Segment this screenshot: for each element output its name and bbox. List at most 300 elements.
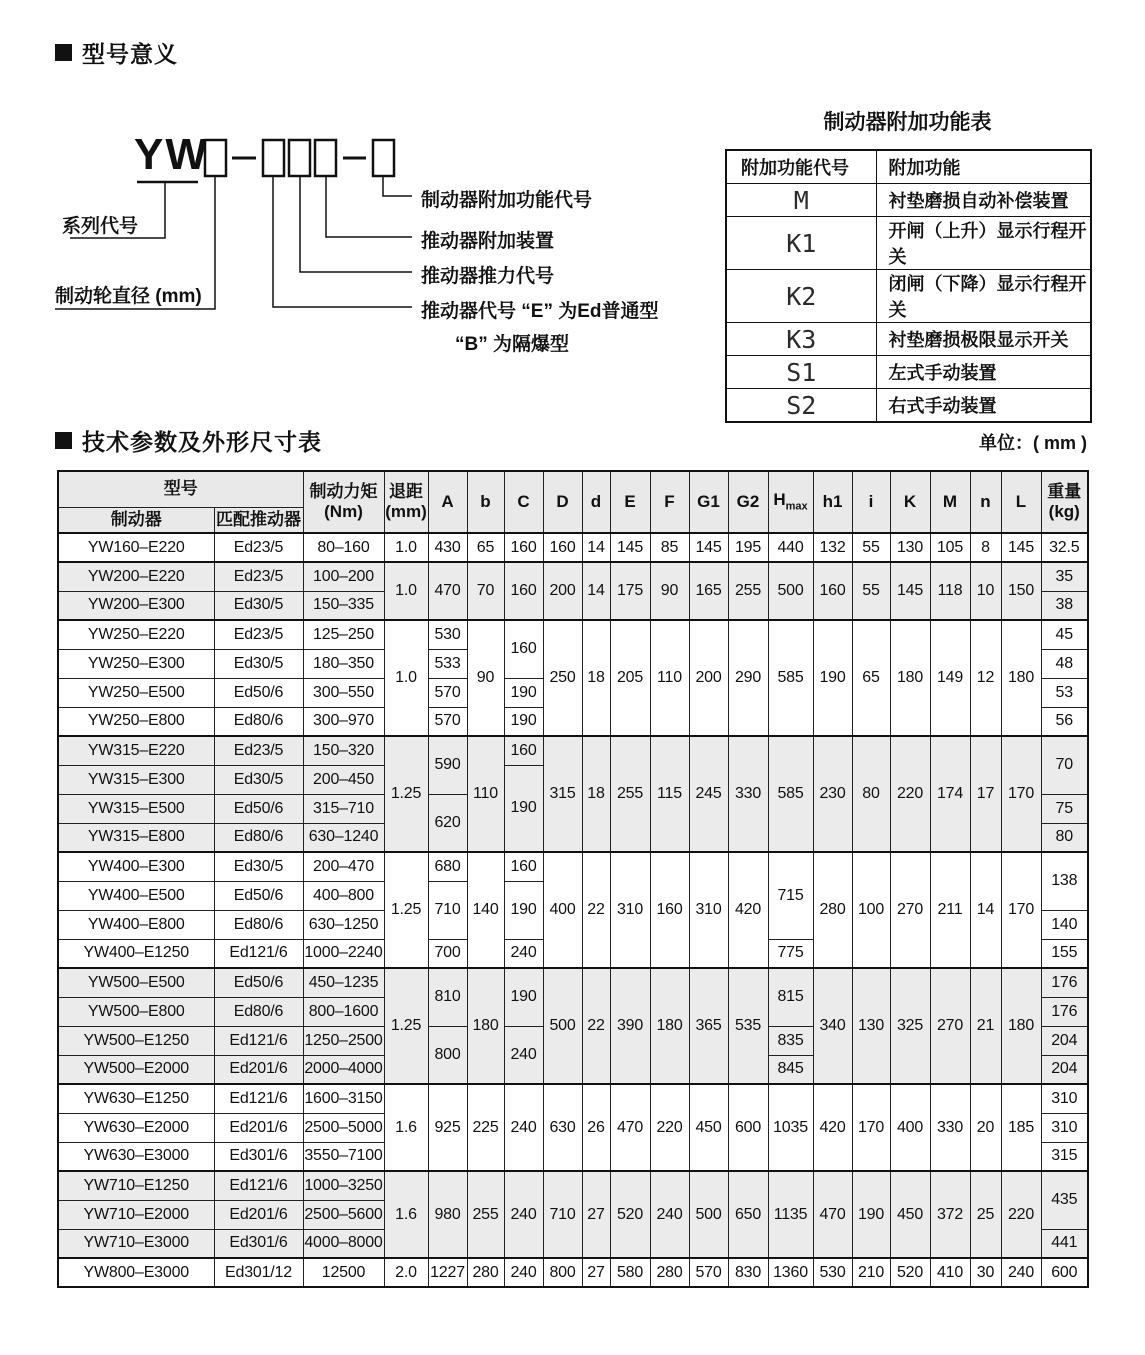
spec-cell: 130 [890, 533, 930, 562]
spec-header: E [610, 471, 650, 533]
section-bullet-icon [55, 432, 72, 449]
label-pusher-code-line2: “B” 为隔爆型 [455, 334, 570, 355]
spec-cell: 180 [1001, 620, 1041, 736]
spec-cell: Ed23/5 [214, 533, 303, 562]
spec-cell: YW710–E3000 [58, 1229, 214, 1258]
spec-cell: 115 [650, 736, 689, 852]
spec-cell: 470 [428, 562, 467, 620]
spec-cell: 310 [1041, 1113, 1088, 1142]
spec-cell: 210 [852, 1258, 890, 1287]
spec-cell: 14 [582, 533, 610, 562]
function-code-cell: S2 [726, 389, 876, 423]
spec-cell: Ed201/6 [214, 1055, 303, 1084]
spec-cell: 240 [504, 1084, 543, 1171]
spec-cell: 2000–4000 [303, 1055, 384, 1084]
spec-cell: 190 [813, 620, 852, 736]
spec-cell: 190 [852, 1171, 890, 1258]
spec-cell: 680 [428, 852, 467, 881]
table-row [726, 323, 1091, 356]
spec-cell: Ed30/5 [214, 852, 303, 881]
spec-cell: YW250–E800 [58, 707, 214, 736]
spec-cell: YW710–E1250 [58, 1171, 214, 1200]
spec-cell: 105 [930, 533, 970, 562]
spec-cell: Ed23/5 [214, 562, 303, 591]
spec-cell: 80 [1041, 823, 1088, 852]
spec-cell: Ed301/6 [214, 1142, 303, 1171]
spec-cell: 130 [852, 968, 890, 1084]
spec-cell: 240 [650, 1171, 689, 1258]
spec-cell: 365 [689, 968, 728, 1084]
spec-cell: 325 [890, 968, 930, 1084]
function-desc-cell: 闭闸（下降）显示行程开关 [876, 270, 1091, 323]
spec-cell: YW250–E300 [58, 649, 214, 678]
spec-cell: YW200–E300 [58, 591, 214, 620]
spec-cell: 520 [890, 1258, 930, 1287]
spec-cell: 12500 [303, 1258, 384, 1287]
spec-cell: 145 [689, 533, 728, 562]
label-series-code: 系列代号 [62, 216, 139, 237]
spec-cell: 270 [890, 852, 930, 968]
table-row [726, 270, 1091, 323]
spec-cell: YW400–E300 [58, 852, 214, 881]
function-desc-cell: 左式手动装置 [876, 356, 1091, 389]
function-desc-cell: 衬垫磨损自动补偿装置 [876, 184, 1091, 217]
spec-cell: 100 [852, 852, 890, 968]
spec-cell: 315 [543, 736, 582, 852]
spec-cell: YW315–E800 [58, 823, 214, 852]
spec-cell: 440 [768, 533, 813, 562]
spec-cell: 160 [504, 562, 543, 620]
spec-cell: 4000–8000 [303, 1229, 384, 1258]
spec-cell: 310 [1041, 1084, 1088, 1113]
spec-cell: 1250–2500 [303, 1026, 384, 1055]
connector-line [326, 176, 412, 237]
spec-cell: 22 [582, 968, 610, 1084]
spec-table-body [58, 533, 1088, 1287]
table-row [726, 389, 1091, 423]
spec-cell: 190 [504, 968, 543, 1026]
function-table-header: 附加功能代号 [726, 150, 876, 184]
function-table-header: 附加功能 [876, 150, 1091, 184]
spec-cell: 190 [504, 678, 543, 707]
spec-cell: 200–470 [303, 852, 384, 881]
spec-cell: 410 [930, 1258, 970, 1287]
spec-cell: 150–320 [303, 736, 384, 765]
function-code-cell: M [726, 184, 876, 217]
spec-cell: 170 [1001, 736, 1041, 852]
spec-cell: 1.6 [384, 1084, 428, 1171]
table-row [58, 1084, 1088, 1113]
spec-cell: 12 [970, 620, 1001, 736]
spec-cell: 140 [467, 852, 504, 968]
table-row [726, 217, 1091, 270]
spec-cell: 170 [1001, 852, 1041, 968]
spec-cell: Ed121/6 [214, 1171, 303, 1200]
table-row [726, 150, 1091, 184]
spec-cell: 204 [1041, 1055, 1088, 1084]
table-row [58, 533, 1088, 562]
spec-cell: 160 [543, 533, 582, 562]
spec-table [57, 470, 1089, 1288]
spec-cell: 240 [1001, 1258, 1041, 1287]
section-title: 型号意义 [82, 41, 178, 67]
table-row [58, 736, 1088, 765]
label-pusher-thrust-code: 推动器推力代号 [421, 266, 555, 287]
spec-cell: YW250–E500 [58, 678, 214, 707]
spec-cell: 255 [467, 1171, 504, 1258]
spec-cell: YW315–E500 [58, 794, 214, 823]
spec-cell: 700 [428, 939, 467, 968]
spec-cell: 845 [768, 1055, 813, 1084]
spec-cell: 180 [650, 968, 689, 1084]
spec-cell: 315 [1041, 1142, 1088, 1171]
spec-cell: 800 [428, 1026, 467, 1084]
spec-cell: 55 [852, 533, 890, 562]
spec-cell: 190 [504, 707, 543, 736]
spec-header: L [1001, 471, 1041, 533]
spec-cell: 100–200 [303, 562, 384, 591]
spec-cell: YW400–E1250 [58, 939, 214, 968]
spec-cell: 1600–3150 [303, 1084, 384, 1113]
spec-cell: 200 [543, 562, 582, 620]
spec-cell: 280 [813, 852, 852, 968]
spec-cell: 600 [728, 1084, 768, 1171]
spec-cell: YW400–E500 [58, 881, 214, 910]
connector-line [300, 176, 412, 272]
table-row [58, 1171, 1088, 1200]
spec-cell: 180 [890, 620, 930, 736]
spec-cell: 435 [1041, 1171, 1088, 1229]
spec-cell: 53 [1041, 678, 1088, 707]
spec-cell: 400 [543, 852, 582, 968]
spec-cell: 570 [428, 707, 467, 736]
spec-cell: YW500–E2000 [58, 1055, 214, 1084]
spec-cell: Ed50/6 [214, 968, 303, 997]
spec-cell: 27 [582, 1258, 610, 1287]
model-code-box [263, 140, 284, 176]
spec-cell: 25 [970, 1171, 1001, 1258]
spec-cell: 245 [689, 736, 728, 852]
spec-cell: 165 [689, 562, 728, 620]
spec-cell: 70 [1041, 736, 1088, 794]
function-code-cell: K1 [726, 217, 876, 270]
model-code-box [289, 140, 310, 176]
spec-cell: 118 [930, 562, 970, 620]
spec-cell: 240 [504, 1171, 543, 1258]
spec-cell: 22 [582, 852, 610, 968]
spec-cell: 630 [543, 1084, 582, 1171]
spec-cell: 138 [1041, 852, 1088, 910]
spec-header: G1 [689, 471, 728, 533]
spec-cell: 132 [813, 533, 852, 562]
spec-cell: 710 [543, 1171, 582, 1258]
spec-cell: 65 [467, 533, 504, 562]
series-prefix: YW [134, 130, 209, 179]
spec-cell: 830 [728, 1258, 768, 1287]
spec-cell: Ed50/6 [214, 881, 303, 910]
spec-cell: 38 [1041, 591, 1088, 620]
spec-cell: 280 [467, 1258, 504, 1287]
spec-cell: 150–335 [303, 591, 384, 620]
spec-cell: 1.0 [384, 620, 428, 736]
spec-cell: 27 [582, 1171, 610, 1258]
spec-header: C [504, 471, 543, 533]
spec-cell: Ed80/6 [214, 997, 303, 1026]
spec-cell: 450 [890, 1171, 930, 1258]
spec-cell: 585 [768, 620, 813, 736]
spec-cell: 170 [852, 1084, 890, 1171]
spec-cell: 450 [689, 1084, 728, 1171]
spec-cell: YW630–E2000 [58, 1113, 214, 1142]
spec-cell: 270 [930, 968, 970, 1084]
spec-cell: 400 [890, 1084, 930, 1171]
spec-cell: Ed301/6 [214, 1229, 303, 1258]
model-code-diagram [0, 0, 760, 370]
spec-cell: 620 [428, 794, 467, 852]
table-row [58, 968, 1088, 997]
spec-header: 退距 (mm) [384, 471, 428, 533]
spec-header: i [852, 471, 890, 533]
spec-cell: 1227 [428, 1258, 467, 1287]
spec-cell: 1.25 [384, 852, 428, 968]
spec-header: n [970, 471, 1001, 533]
spec-cell: YW500–E500 [58, 968, 214, 997]
spec-cell: Ed121/6 [214, 1084, 303, 1113]
spec-cell: 1360 [768, 1258, 813, 1287]
spec-cell: 2.0 [384, 1258, 428, 1287]
spec-cell: 18 [582, 620, 610, 736]
spec-header: 重量 (kg) [1041, 471, 1088, 533]
spec-cell: 140 [1041, 910, 1088, 939]
spec-cell: 1.25 [384, 736, 428, 852]
spec-cell: 180 [467, 968, 504, 1084]
spec-cell: 14 [970, 852, 1001, 968]
spec-cell: Ed80/6 [214, 707, 303, 736]
table-row [58, 1258, 1088, 1287]
spec-cell: 90 [650, 562, 689, 620]
spec-cell: Ed23/5 [214, 736, 303, 765]
spec-cell: 20 [970, 1084, 1001, 1171]
spec-cell: Ed80/6 [214, 823, 303, 852]
spec-cell: 570 [428, 678, 467, 707]
spec-cell: 240 [504, 1258, 543, 1287]
spec-cell: 835 [768, 1026, 813, 1055]
spec-cell: 65 [852, 620, 890, 736]
spec-cell: Ed30/5 [214, 765, 303, 794]
spec-cell: 17 [970, 736, 1001, 852]
spec-cell: 2500–5000 [303, 1113, 384, 1142]
spec-cell: 21 [970, 968, 1001, 1084]
spec-cell: 85 [650, 533, 689, 562]
spec-header: K [890, 471, 930, 533]
spec-cell: 290 [728, 620, 768, 736]
spec-cell: 190 [504, 881, 543, 939]
spec-cell: 530 [428, 620, 467, 649]
spec-cell: 280 [650, 1258, 689, 1287]
spec-cell: Ed80/6 [214, 910, 303, 939]
spec-cell: 420 [813, 1084, 852, 1171]
spec-header: F [650, 471, 689, 533]
spec-cell: 630–1240 [303, 823, 384, 852]
function-code-cell: K3 [726, 323, 876, 356]
spec-cell: 815 [768, 968, 813, 1026]
spec-cell: 110 [467, 736, 504, 852]
spec-cell: YW315–E300 [58, 765, 214, 794]
spec-cell: 160 [504, 620, 543, 678]
spec-cell: 1.0 [384, 562, 428, 620]
section-title: 技术参数及外形尺寸表 [82, 429, 322, 455]
spec-cell: 48 [1041, 649, 1088, 678]
spec-cell: YW710–E2000 [58, 1200, 214, 1229]
spec-cell: 533 [428, 649, 467, 678]
spec-cell: 211 [930, 852, 970, 968]
spec-cell: 775 [768, 939, 813, 968]
spec-cell: 150 [1001, 562, 1041, 620]
spec-header: 制动力矩 (Nm) [303, 471, 384, 533]
spec-cell: 585 [768, 736, 813, 852]
spec-cell: 195 [728, 533, 768, 562]
spec-cell: YW800–E3000 [58, 1258, 214, 1287]
spec-header: $H_{max}$ [768, 471, 813, 533]
function-code-cell: K2 [726, 270, 876, 323]
spec-cell: Ed121/6 [214, 1026, 303, 1055]
model-code-box [315, 140, 336, 176]
spec-cell: 176 [1041, 968, 1088, 997]
spec-cell: 2500–5600 [303, 1200, 384, 1229]
spec-cell: 180 [1001, 968, 1041, 1084]
spec-cell: YW315–E220 [58, 736, 214, 765]
spec-header: d [582, 471, 610, 533]
function-desc-cell: 开闸（上升）显示行程开关 [876, 217, 1091, 270]
spec-cell: 55 [852, 562, 890, 620]
spec-cell: 205 [610, 620, 650, 736]
spec-cell: 56 [1041, 707, 1088, 736]
spec-cell: 1000–3250 [303, 1171, 384, 1200]
spec-cell: 1000–2240 [303, 939, 384, 968]
spec-cell: YW400–E800 [58, 910, 214, 939]
spec-cell: 630–1250 [303, 910, 384, 939]
spec-cell: 300–550 [303, 678, 384, 707]
spec-cell: 220 [1001, 1171, 1041, 1258]
spec-cell: 80 [852, 736, 890, 852]
spec-cell: 710 [428, 881, 467, 939]
spec-cell: 500 [543, 968, 582, 1084]
spec-cell: 10 [970, 562, 1001, 620]
spec-cell: YW250–E220 [58, 620, 214, 649]
spec-cell: Ed201/6 [214, 1200, 303, 1229]
spec-cell: 176 [1041, 997, 1088, 1026]
spec-cell: 160 [813, 562, 852, 620]
spec-cell: 185 [1001, 1084, 1041, 1171]
spec-cell: 80–160 [303, 533, 384, 562]
spec-subheader: 匹配推动器 [214, 507, 303, 533]
function-code-cell: S1 [726, 356, 876, 389]
table-row [58, 852, 1088, 881]
spec-header: M [930, 471, 970, 533]
spec-cell: YW500–E800 [58, 997, 214, 1026]
spec-cell: 450–1235 [303, 968, 384, 997]
spec-cell: 250 [543, 620, 582, 736]
spec-cell: 160 [504, 533, 543, 562]
spec-cell: YW630–E1250 [58, 1084, 214, 1113]
spec-cell: 125–250 [303, 620, 384, 649]
spec-cell: YW630–E3000 [58, 1142, 214, 1171]
spec-cell: 200 [689, 620, 728, 736]
spec-cell: 340 [813, 968, 852, 1084]
spec-header: A [428, 471, 467, 533]
label-pusher-code-line1: 推动器代号 “E” 为Ed普通型 [421, 301, 659, 322]
spec-header: G2 [728, 471, 768, 533]
spec-cell: 390 [610, 968, 650, 1084]
spec-cell: 315–710 [303, 794, 384, 823]
function-table-body [726, 184, 1091, 423]
spec-cell: 30 [970, 1258, 1001, 1287]
spec-cell: Ed301/12 [214, 1258, 303, 1287]
table-row [58, 471, 1088, 507]
spec-cell: 75 [1041, 794, 1088, 823]
spec-cell: 240 [504, 939, 543, 968]
spec-cell: 470 [610, 1084, 650, 1171]
spec-cell: 145 [890, 562, 930, 620]
spec-cell: 204 [1041, 1026, 1088, 1055]
spec-cell: 1.25 [384, 968, 428, 1084]
spec-cell: 300–970 [303, 707, 384, 736]
spec-cell: YW200–E220 [58, 562, 214, 591]
spec-cell: 980 [428, 1171, 467, 1258]
spec-cell: 520 [610, 1171, 650, 1258]
spec-cell: 230 [813, 736, 852, 852]
spec-cell: Ed121/6 [214, 939, 303, 968]
spec-cell: 310 [689, 852, 728, 968]
spec-cell: YW500–E1250 [58, 1026, 214, 1055]
model-code-box [373, 140, 394, 176]
spec-cell: Ed50/6 [214, 678, 303, 707]
spec-cell: 500 [768, 562, 813, 620]
spec-cell: 600 [1041, 1258, 1088, 1287]
spec-cell: Ed50/6 [214, 794, 303, 823]
spec-cell: 160 [650, 852, 689, 968]
spec-cell: 800–1600 [303, 997, 384, 1026]
spec-cell: 1135 [768, 1171, 813, 1258]
spec-cell: 190 [504, 765, 543, 852]
brake-function-table [725, 149, 1092, 423]
table-row [726, 184, 1091, 217]
spec-cell: 8 [970, 533, 1001, 562]
spec-cell: 175 [610, 562, 650, 620]
spec-cell: 180–350 [303, 649, 384, 678]
spec-cell: 1035 [768, 1084, 813, 1171]
spec-cell: 430 [428, 533, 467, 562]
spec-cell: 1.0 [384, 533, 428, 562]
spec-subheader: 制动器 [58, 507, 214, 533]
spec-header: h1 [813, 471, 852, 533]
function-desc-cell: 右式手动装置 [876, 389, 1091, 423]
table-row [58, 562, 1088, 591]
spec-cell: 470 [813, 1171, 852, 1258]
spec-cell: 70 [467, 562, 504, 620]
spec-cell: Ed201/6 [214, 1113, 303, 1142]
spec-cell: 330 [728, 736, 768, 852]
label-brake-func-code: 制动器附加功能代号 [421, 190, 593, 211]
spec-cell: 174 [930, 736, 970, 852]
function-table-head [726, 150, 1091, 184]
spec-cell: 160 [504, 852, 543, 881]
spec-cell: 400–800 [303, 881, 384, 910]
spec-cell: 145 [610, 533, 650, 562]
spec-cell: 45 [1041, 620, 1088, 649]
spec-cell: Ed30/5 [214, 591, 303, 620]
spec-cell: 255 [610, 736, 650, 852]
